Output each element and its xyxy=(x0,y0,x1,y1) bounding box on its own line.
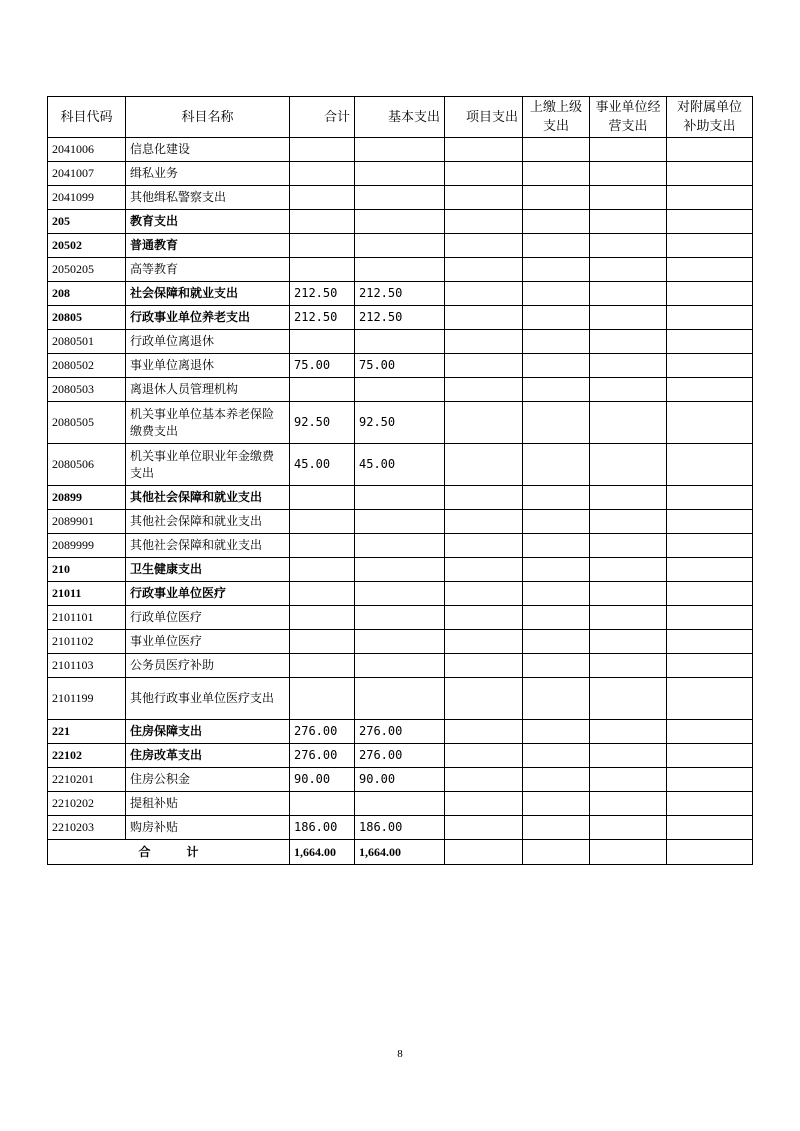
row-upper xyxy=(523,444,590,486)
row-total xyxy=(290,630,355,654)
row-upper xyxy=(523,402,590,444)
row-business xyxy=(590,378,667,402)
row-subsidy xyxy=(667,768,753,792)
total-project xyxy=(445,840,523,865)
row-basic xyxy=(355,378,445,402)
header-total: 合计 xyxy=(290,97,355,138)
row-business xyxy=(590,186,667,210)
row-total xyxy=(290,510,355,534)
header-upper: 上缴上级支出 xyxy=(523,97,590,138)
row-upper xyxy=(523,162,590,186)
row-total xyxy=(290,486,355,510)
row-subsidy xyxy=(667,534,753,558)
row-total xyxy=(290,210,355,234)
row-project xyxy=(445,654,523,678)
row-business xyxy=(590,654,667,678)
row-business xyxy=(590,210,667,234)
row-subsidy xyxy=(667,744,753,768)
row-total xyxy=(290,138,355,162)
row-business xyxy=(590,510,667,534)
row-code: 20805 xyxy=(48,306,126,330)
table-row xyxy=(48,582,753,606)
row-upper xyxy=(523,378,590,402)
row-total: 90.00 xyxy=(290,768,355,792)
table-row xyxy=(48,258,753,282)
row-name: 事业单位医疗 xyxy=(126,630,290,654)
row-total xyxy=(290,186,355,210)
row-business xyxy=(590,138,667,162)
row-subsidy xyxy=(667,792,753,816)
row-code: 2080506 xyxy=(48,444,126,486)
row-total xyxy=(290,534,355,558)
row-total xyxy=(290,558,355,582)
row-upper xyxy=(523,510,590,534)
row-subsidy xyxy=(667,720,753,744)
row-upper xyxy=(523,606,590,630)
row-code: 2080502 xyxy=(48,354,126,378)
row-project xyxy=(445,378,523,402)
table-row xyxy=(48,816,753,840)
row-project xyxy=(445,558,523,582)
row-name: 机关事业单位职业年金缴费支出 xyxy=(126,444,290,486)
row-project xyxy=(445,534,523,558)
header-code: 科目代码 xyxy=(48,97,126,138)
row-project xyxy=(445,258,523,282)
row-subsidy xyxy=(667,816,753,840)
row-business xyxy=(590,330,667,354)
row-project xyxy=(445,606,523,630)
row-name: 住房公积金 xyxy=(126,768,290,792)
row-upper xyxy=(523,330,590,354)
row-total xyxy=(290,582,355,606)
row-code: 2089999 xyxy=(48,534,126,558)
row-total: 45.00 xyxy=(290,444,355,486)
row-total: 212.50 xyxy=(290,306,355,330)
row-basic xyxy=(355,606,445,630)
row-total xyxy=(290,792,355,816)
row-total xyxy=(290,162,355,186)
row-upper xyxy=(523,186,590,210)
table-row xyxy=(48,234,753,258)
row-total: 75.00 xyxy=(290,354,355,378)
header-name: 科目名称 xyxy=(126,97,290,138)
table-row xyxy=(48,138,753,162)
table-row xyxy=(48,402,753,444)
row-subsidy xyxy=(667,402,753,444)
table-row xyxy=(48,768,753,792)
table-row xyxy=(48,378,753,402)
row-basic xyxy=(355,258,445,282)
table-row xyxy=(48,162,753,186)
row-business xyxy=(590,558,667,582)
table-row xyxy=(48,210,753,234)
row-basic xyxy=(355,330,445,354)
table-row xyxy=(48,354,753,378)
row-code: 208 xyxy=(48,282,126,306)
row-code: 2101103 xyxy=(48,654,126,678)
row-upper xyxy=(523,654,590,678)
row-name: 行政事业单位医疗 xyxy=(126,582,290,606)
row-subsidy xyxy=(667,558,753,582)
row-business xyxy=(590,678,667,720)
row-upper xyxy=(523,486,590,510)
row-upper xyxy=(523,282,590,306)
row-basic xyxy=(355,582,445,606)
row-basic xyxy=(355,186,445,210)
row-subsidy xyxy=(667,678,753,720)
row-subsidy xyxy=(667,306,753,330)
row-name: 其他缉私警察支出 xyxy=(126,186,290,210)
row-subsidy xyxy=(667,444,753,486)
row-business xyxy=(590,486,667,510)
row-total: 92.50 xyxy=(290,402,355,444)
row-business xyxy=(590,162,667,186)
row-total xyxy=(290,258,355,282)
row-project xyxy=(445,330,523,354)
row-project xyxy=(445,138,523,162)
row-basic xyxy=(355,510,445,534)
row-business xyxy=(590,444,667,486)
row-code: 2089901 xyxy=(48,510,126,534)
table-body xyxy=(48,138,753,840)
row-business xyxy=(590,534,667,558)
row-name: 社会保障和就业支出 xyxy=(126,282,290,306)
row-total: 186.00 xyxy=(290,816,355,840)
row-name: 离退休人员管理机构 xyxy=(126,378,290,402)
row-business xyxy=(590,792,667,816)
row-subsidy xyxy=(667,654,753,678)
row-subsidy xyxy=(667,486,753,510)
row-upper xyxy=(523,558,590,582)
row-project xyxy=(445,402,523,444)
row-code: 2101101 xyxy=(48,606,126,630)
row-project xyxy=(445,678,523,720)
table-row xyxy=(48,330,753,354)
table-row xyxy=(48,678,753,720)
row-subsidy xyxy=(667,582,753,606)
row-total xyxy=(290,234,355,258)
row-basic xyxy=(355,210,445,234)
row-basic: 276.00 xyxy=(355,720,445,744)
row-business xyxy=(590,744,667,768)
row-name: 购房补贴 xyxy=(126,816,290,840)
row-upper xyxy=(523,744,590,768)
header-row xyxy=(48,97,753,138)
total-basic: 1,664.00 xyxy=(355,840,445,865)
header-business: 事业单位经营支出 xyxy=(590,97,667,138)
total-subsidy xyxy=(667,840,753,865)
row-business xyxy=(590,282,667,306)
row-code: 221 xyxy=(48,720,126,744)
row-business xyxy=(590,582,667,606)
row-code: 2080501 xyxy=(48,330,126,354)
row-upper xyxy=(523,534,590,558)
row-business xyxy=(590,816,667,840)
row-upper xyxy=(523,678,590,720)
row-name: 其他社会保障和就业支出 xyxy=(126,486,290,510)
row-basic: 186.00 xyxy=(355,816,445,840)
row-total xyxy=(290,654,355,678)
row-code: 205 xyxy=(48,210,126,234)
row-upper xyxy=(523,138,590,162)
row-business xyxy=(590,234,667,258)
row-business xyxy=(590,354,667,378)
row-business xyxy=(590,630,667,654)
row-total: 276.00 xyxy=(290,720,355,744)
row-subsidy xyxy=(667,330,753,354)
row-name: 事业单位离退休 xyxy=(126,354,290,378)
row-project xyxy=(445,630,523,654)
row-basic: 276.00 xyxy=(355,744,445,768)
row-basic xyxy=(355,792,445,816)
row-name: 其他社会保障和就业支出 xyxy=(126,510,290,534)
row-name: 住房保障支出 xyxy=(126,720,290,744)
row-name: 住房改革支出 xyxy=(126,744,290,768)
row-project xyxy=(445,444,523,486)
row-code: 2210202 xyxy=(48,792,126,816)
row-upper xyxy=(523,630,590,654)
row-upper xyxy=(523,354,590,378)
row-total xyxy=(290,606,355,630)
row-basic xyxy=(355,486,445,510)
row-project xyxy=(445,210,523,234)
row-code: 2080505 xyxy=(48,402,126,444)
row-business xyxy=(590,720,667,744)
row-basic: 75.00 xyxy=(355,354,445,378)
row-basic: 92.50 xyxy=(355,402,445,444)
row-code: 2101199 xyxy=(48,678,126,720)
table-row xyxy=(48,606,753,630)
row-project xyxy=(445,186,523,210)
header-subsidy: 对附属单位补助支出 xyxy=(667,97,753,138)
row-subsidy xyxy=(667,162,753,186)
row-project xyxy=(445,768,523,792)
row-upper xyxy=(523,768,590,792)
row-basic xyxy=(355,654,445,678)
row-project xyxy=(445,354,523,378)
row-project xyxy=(445,816,523,840)
table-row xyxy=(48,186,753,210)
row-name: 行政单位医疗 xyxy=(126,606,290,630)
row-subsidy xyxy=(667,606,753,630)
row-total xyxy=(290,678,355,720)
table-row xyxy=(48,744,753,768)
row-project xyxy=(445,792,523,816)
row-subsidy xyxy=(667,186,753,210)
row-project xyxy=(445,582,523,606)
table-row xyxy=(48,282,753,306)
row-subsidy xyxy=(667,354,753,378)
row-business xyxy=(590,258,667,282)
row-code: 2101102 xyxy=(48,630,126,654)
header-project: 项目支出 xyxy=(445,97,523,138)
table-row xyxy=(48,444,753,486)
row-name: 普通教育 xyxy=(126,234,290,258)
row-basic xyxy=(355,678,445,720)
row-name: 其他行政事业单位医疗支出 xyxy=(126,678,290,720)
row-basic xyxy=(355,138,445,162)
table-row xyxy=(48,306,753,330)
expenditure-table xyxy=(47,96,753,865)
row-upper xyxy=(523,792,590,816)
row-upper xyxy=(523,258,590,282)
row-code: 210 xyxy=(48,558,126,582)
row-code: 2041007 xyxy=(48,162,126,186)
row-business xyxy=(590,402,667,444)
total-upper xyxy=(523,840,590,865)
row-name: 机关事业单位基本养老保险缴费支出 xyxy=(126,402,290,444)
row-code: 2041099 xyxy=(48,186,126,210)
row-project xyxy=(445,306,523,330)
row-project xyxy=(445,744,523,768)
row-subsidy xyxy=(667,510,753,534)
row-business xyxy=(590,306,667,330)
row-upper xyxy=(523,306,590,330)
table-row xyxy=(48,720,753,744)
row-project xyxy=(445,234,523,258)
table-row xyxy=(48,486,753,510)
row-name: 其他社会保障和就业支出 xyxy=(126,534,290,558)
row-business xyxy=(590,606,667,630)
total-row xyxy=(48,840,753,865)
row-subsidy xyxy=(667,378,753,402)
row-name: 高等教育 xyxy=(126,258,290,282)
table-row xyxy=(48,792,753,816)
row-total: 276.00 xyxy=(290,744,355,768)
row-subsidy xyxy=(667,630,753,654)
row-basic: 90.00 xyxy=(355,768,445,792)
row-total xyxy=(290,330,355,354)
row-basic xyxy=(355,234,445,258)
row-basic xyxy=(355,534,445,558)
total-label: 合 计 xyxy=(48,840,290,865)
row-upper xyxy=(523,234,590,258)
table-row xyxy=(48,510,753,534)
total-business xyxy=(590,840,667,865)
row-subsidy xyxy=(667,258,753,282)
row-code: 22102 xyxy=(48,744,126,768)
row-business xyxy=(590,768,667,792)
row-basic: 212.50 xyxy=(355,306,445,330)
row-project xyxy=(445,720,523,744)
row-code: 2210203 xyxy=(48,816,126,840)
table-row xyxy=(48,534,753,558)
row-total: 212.50 xyxy=(290,282,355,306)
row-project xyxy=(445,486,523,510)
row-subsidy xyxy=(667,210,753,234)
row-name: 行政单位离退休 xyxy=(126,330,290,354)
table-row xyxy=(48,654,753,678)
row-code: 2050205 xyxy=(48,258,126,282)
row-code: 2210201 xyxy=(48,768,126,792)
row-basic xyxy=(355,558,445,582)
row-name: 提租补贴 xyxy=(126,792,290,816)
row-upper xyxy=(523,720,590,744)
row-name: 卫生健康支出 xyxy=(126,558,290,582)
row-subsidy xyxy=(667,282,753,306)
row-basic xyxy=(355,630,445,654)
row-project xyxy=(445,510,523,534)
row-name: 行政事业单位养老支出 xyxy=(126,306,290,330)
table-row xyxy=(48,558,753,582)
row-subsidy xyxy=(667,234,753,258)
row-upper xyxy=(523,582,590,606)
row-upper xyxy=(523,816,590,840)
row-code: 2080503 xyxy=(48,378,126,402)
row-basic xyxy=(355,162,445,186)
total-sum: 1,664.00 xyxy=(290,840,355,865)
row-project xyxy=(445,282,523,306)
row-name: 缉私业务 xyxy=(126,162,290,186)
page-number: 8 xyxy=(397,1048,403,1060)
row-name: 公务员医疗补助 xyxy=(126,654,290,678)
row-name: 信息化建设 xyxy=(126,138,290,162)
header-basic: 基本支出 xyxy=(355,97,445,138)
row-code: 2041006 xyxy=(48,138,126,162)
row-basic: 45.00 xyxy=(355,444,445,486)
row-total xyxy=(290,378,355,402)
table-row xyxy=(48,630,753,654)
row-code: 21011 xyxy=(48,582,126,606)
row-project xyxy=(445,162,523,186)
row-basic: 212.50 xyxy=(355,282,445,306)
row-code: 20899 xyxy=(48,486,126,510)
row-upper xyxy=(523,210,590,234)
row-subsidy xyxy=(667,138,753,162)
row-name: 教育支出 xyxy=(126,210,290,234)
row-code: 20502 xyxy=(48,234,126,258)
